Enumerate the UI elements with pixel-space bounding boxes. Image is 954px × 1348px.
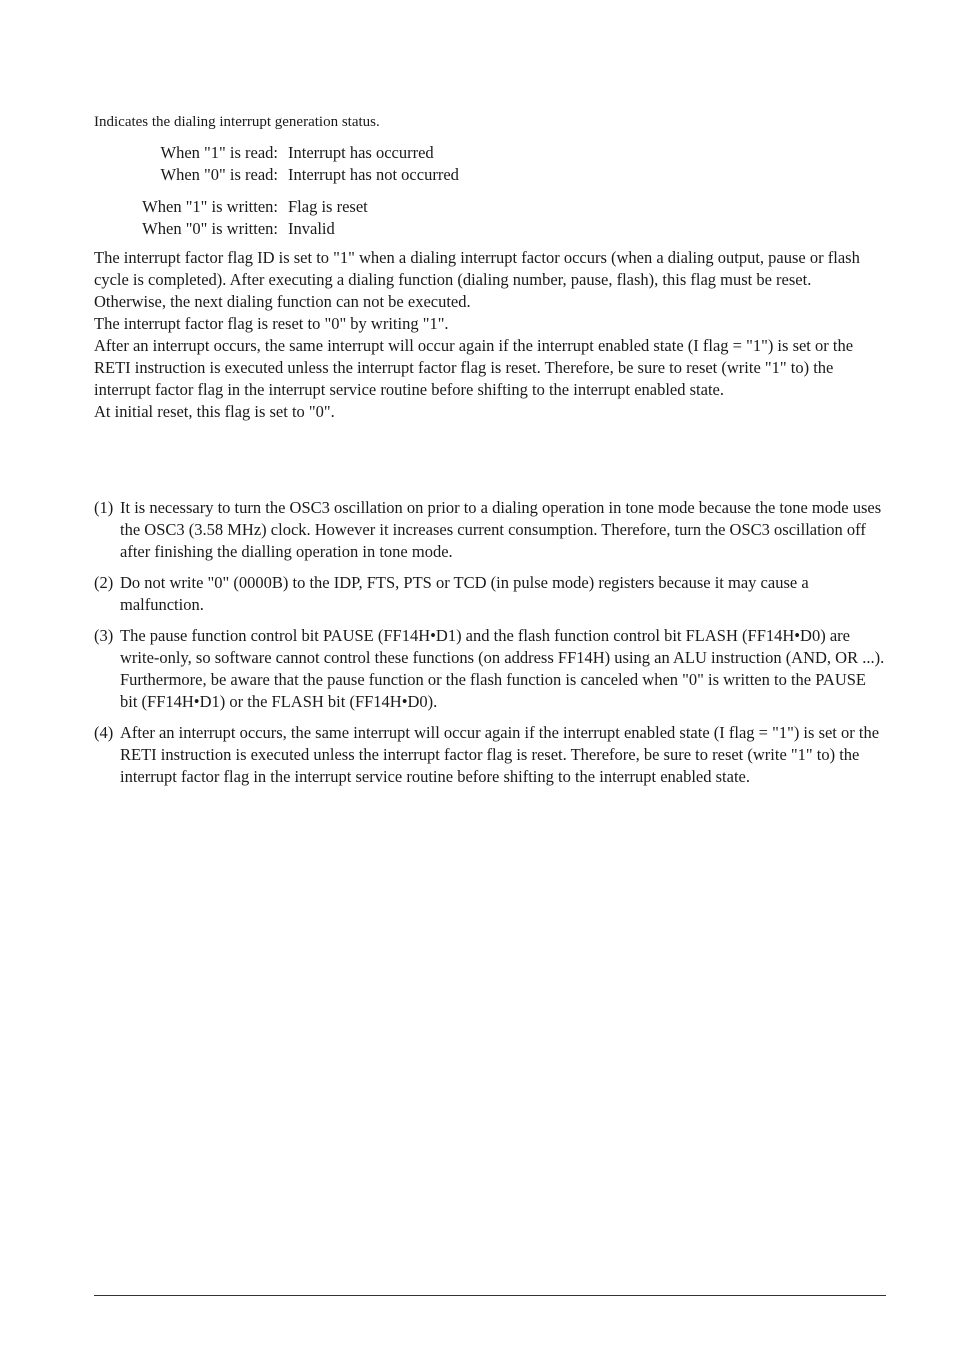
- write-row-0: [94, 218, 694, 240]
- write-status-table: [94, 196, 694, 240]
- note-item: [94, 572, 886, 616]
- read-status-table: [94, 142, 694, 186]
- write-result: Invalid: [288, 219, 335, 238]
- note-number: (4): [94, 723, 114, 742]
- read-result: Interrupt has occurred: [288, 143, 434, 162]
- note-text: It is necessary to turn the OSC3 oscillation on prior to a dialing operation in tone mode because the tone mode uses the OSC3 (3.58 MHz) clock. However it increases current consumption. Therefore, turn the OSC3 oscillation off after finishing the dialling operation in tone mode.: [120, 498, 882, 561]
- note-text: After an interrupt occurs, the same interrupt will occur again if the interrupt enabled state (I flag = "1") is set or the RETI instruction is executed unless the interrupt factor flag is reset. Therefore, be sure to reset (write "1" to) the interrupt factor flag in the interrupt service routine before shifting to the interrupt enabled state.: [120, 723, 880, 786]
- write-condition: When "1" is written:: [142, 197, 278, 216]
- flag-description: Indicates the dialing interrupt generation status.: [94, 114, 380, 130]
- read-result: Interrupt has not occurred: [288, 165, 459, 184]
- note-text: Do not write "0" (0000B) to the IDP, FTS, PTS or TCD (in pulse mode) registers because it may cause a malfunction.: [120, 573, 809, 614]
- note-number: (3): [94, 626, 114, 645]
- flag-explanation: [94, 247, 886, 423]
- paragraph: After an interrupt occurs, the same interrupt will occur again if the interrupt enabled state (I flag = "1") is set or the RETI instruction is executed unless the interrupt factor flag is reset. Therefore, be sure to reset (write "1" to) the interrupt factor flag in the interrupt service routine before shifting to the interrupt enabled state.: [94, 336, 854, 399]
- paragraph: The interrupt factor flag is reset to "0" by writing "1".: [94, 314, 449, 333]
- write-condition: When "0" is written:: [142, 219, 278, 238]
- footer-divider: [94, 1295, 886, 1296]
- note-item: [94, 722, 886, 788]
- read-row-0: [94, 164, 694, 186]
- read-condition: When "1" is read:: [160, 143, 278, 162]
- notes-list: [94, 497, 886, 797]
- read-row-1: [94, 142, 694, 164]
- note-number: (1): [94, 498, 114, 517]
- note-item: [94, 497, 886, 563]
- read-condition: When "0" is read:: [160, 165, 278, 184]
- note-number: (2): [94, 573, 114, 592]
- note-text: The pause function control bit PAUSE (FF14H•D1) and the flash function control bit FLASH (FF14H•D0) are write-only, so software cannot control these functions (on address FF14H) using an ALU instruction (AND, OR ...). Furthermore, be aware that the pause function or the flash function is canceled when "0" is written to the PAUSE bit (FF14H•D1) or the FLASH bit (FF14H•D0).: [120, 626, 885, 711]
- note-item: [94, 625, 886, 713]
- write-row-1: [94, 196, 694, 218]
- paragraph: The interrupt factor flag ID is set to "1" when a dialing interrupt factor occurs (when a dialing output, pause or flash cycle is completed). After executing a dialing function (dialing number, pause, flash), this flag must be reset. Otherwise, the next dialing function can not be executed.: [94, 248, 860, 311]
- write-result: Flag is reset: [288, 197, 368, 216]
- paragraph: At initial reset, this flag is set to "0".: [94, 402, 335, 421]
